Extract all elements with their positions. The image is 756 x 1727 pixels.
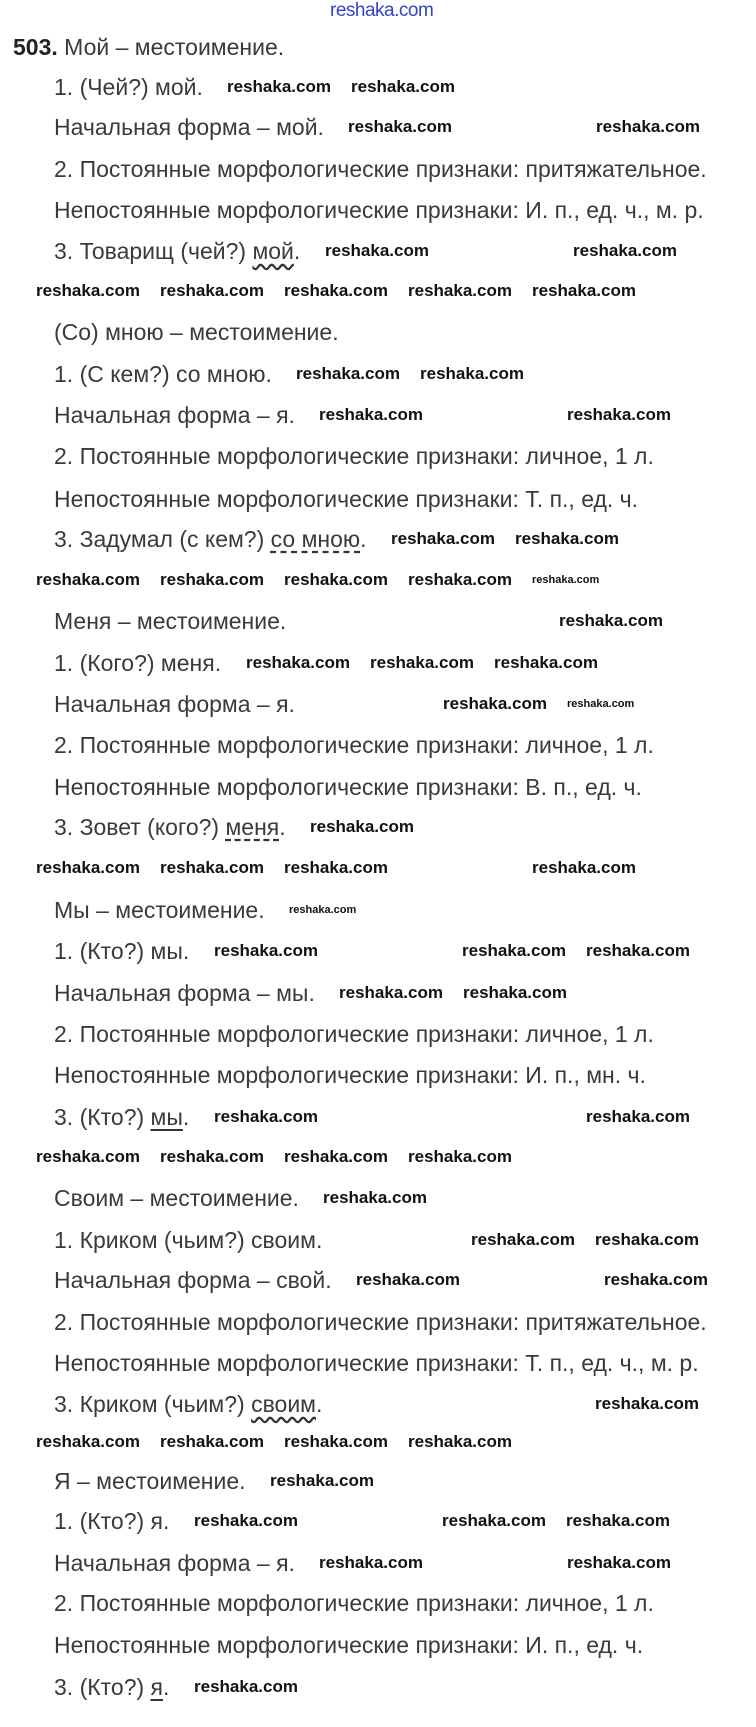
watermark-text: reshaka.com xyxy=(532,858,636,877)
initial-form-line xyxy=(54,1549,295,1577)
underlined-word: мой xyxy=(252,238,294,264)
nonconstant-features-text: Непостоянные морфологические признаки: И. п., мн. ч. xyxy=(54,1062,646,1088)
question-line xyxy=(54,937,189,965)
watermark-text: reshaka.com xyxy=(408,1432,512,1451)
watermark-text: reshaka.com xyxy=(462,941,566,960)
nonconstant-features-text: Непостоянные морфологические признаки: В. п., ед. ч. xyxy=(54,774,642,800)
watermark-text: reshaka.com xyxy=(319,405,423,424)
example-prefix: 3. Зовет (кого?) xyxy=(54,814,226,840)
example-line xyxy=(54,237,300,265)
watermark-text: reshaka.com xyxy=(443,694,547,713)
example-suffix: . xyxy=(360,526,367,552)
example-prefix: 3. (Кто?) xyxy=(54,1104,151,1130)
watermark-text: reshaka.com xyxy=(442,1511,546,1530)
watermark-text: reshaka.com xyxy=(567,698,635,710)
constant-features-text: 2. Постоянные морфологические признаки: личное, 1 л. xyxy=(54,1021,654,1047)
example-line xyxy=(54,813,286,841)
watermark-text: reshaka.com xyxy=(36,1147,140,1166)
watermark-text: reshaka.com xyxy=(604,1270,708,1289)
example-suffix: . xyxy=(293,238,301,264)
initial-form-line xyxy=(54,979,315,1007)
watermark-text: reshaka.com xyxy=(463,983,567,1002)
watermark-text: reshaka.com xyxy=(319,1553,423,1572)
nonconstant-features-line xyxy=(54,773,642,801)
block-title xyxy=(54,1467,246,1495)
watermark-text: reshaka.com xyxy=(36,570,140,589)
example-suffix: . xyxy=(279,814,286,840)
watermark-text: reshaka.com xyxy=(284,570,388,589)
initial-form-line xyxy=(54,690,295,718)
block-title-text: (Со) мною – местоимение. xyxy=(54,319,339,345)
watermark-text: reshaka.com xyxy=(339,983,443,1002)
watermark-text: reshaka.com xyxy=(214,941,318,960)
nonconstant-features-text: Непостоянные морфологические признаки: И. п., ед. ч. xyxy=(54,1632,644,1658)
block-title-text: Мой – местоимение. xyxy=(64,34,285,60)
underlined-word: меня xyxy=(225,814,280,840)
example-line xyxy=(54,1390,322,1418)
watermark-text: reshaka.com xyxy=(284,281,388,300)
block-title xyxy=(54,896,265,924)
watermark-text: reshaka.com xyxy=(348,117,452,136)
example-prefix: 3. (Кто?) xyxy=(54,1674,151,1700)
watermark-text: reshaka.com xyxy=(194,1511,298,1530)
watermark-text: reshaka.com xyxy=(214,1107,318,1126)
constant-features-line xyxy=(54,155,707,183)
watermark-text: reshaka.com xyxy=(160,1432,264,1451)
example-suffix: . xyxy=(163,1674,170,1700)
initial-form-text: Начальная форма – мы. xyxy=(54,980,315,1006)
block-title xyxy=(54,1184,299,1212)
block-title xyxy=(54,607,286,635)
watermark-text: reshaka.com xyxy=(270,1471,374,1490)
watermark-text: reshaka.com xyxy=(194,1677,298,1696)
constant-features-line xyxy=(54,1589,654,1617)
block-title-text: Мы – местоимение. xyxy=(54,897,265,923)
watermark-text: reshaka.com xyxy=(284,1432,388,1451)
watermark-text: reshaka.com xyxy=(573,241,677,260)
nonconstant-features-line xyxy=(54,1061,646,1089)
example-prefix: 3. Товарищ (чей?) xyxy=(54,238,253,264)
watermark-text: reshaka.com xyxy=(391,529,495,548)
watermark-text: reshaka.com xyxy=(160,858,264,877)
watermark-text: reshaka.com xyxy=(515,529,619,548)
watermark-text: reshaka.com xyxy=(289,904,357,916)
initial-form-text: Начальная форма – свой. xyxy=(54,1267,332,1293)
initial-form-line xyxy=(54,1266,332,1294)
underlined-word: со мною xyxy=(270,526,361,552)
watermark-text: reshaka.com xyxy=(420,364,524,383)
watermark-text: reshaka.com xyxy=(296,364,400,383)
watermark-text: reshaka.com xyxy=(595,1394,699,1413)
watermark-text: reshaka.com xyxy=(532,574,600,586)
watermark-text: reshaka.com xyxy=(566,1511,670,1530)
watermark-text: reshaka.com xyxy=(356,1270,460,1289)
initial-form-text: Начальная форма – мой. xyxy=(54,114,324,140)
example-prefix: 3. Криком (чьим?) xyxy=(54,1391,252,1417)
example-line xyxy=(54,1673,169,1701)
watermark-text: reshaka.com xyxy=(408,281,512,300)
underlined-word: я xyxy=(150,1674,164,1700)
nonconstant-features-text: Непостоянные морфологические признаки: И. п., ед. ч., м. р. xyxy=(54,197,704,223)
watermark-text: reshaka.com xyxy=(408,570,512,589)
question-line xyxy=(54,649,221,677)
constant-features-line xyxy=(54,731,654,759)
watermark-text: reshaka.com xyxy=(36,281,140,300)
nonconstant-features-line xyxy=(54,196,704,224)
question-line xyxy=(54,73,203,101)
example-suffix: . xyxy=(182,1104,190,1130)
constant-features-line xyxy=(54,442,654,470)
watermark-text: reshaka.com xyxy=(351,77,455,96)
watermark-text: reshaka.com xyxy=(160,570,264,589)
nonconstant-features-line xyxy=(54,1349,699,1377)
initial-form-text: Начальная форма – я. xyxy=(54,691,295,717)
constant-features-text: 2. Постоянные морфологические признаки: личное, 1 л. xyxy=(54,443,654,469)
watermark-text: reshaka.com xyxy=(246,653,350,672)
constant-features-line xyxy=(54,1308,707,1336)
underlined-word: мы xyxy=(150,1104,183,1130)
question-text: 1. (Кого?) меня. xyxy=(54,650,222,676)
watermark-text: reshaka.com xyxy=(284,858,388,877)
example-line xyxy=(54,525,367,553)
watermark-text: reshaka.com xyxy=(595,1230,699,1249)
constant-features-line xyxy=(54,1020,654,1048)
example-prefix: 3. Задумал (с кем?) xyxy=(54,526,271,552)
underlined-word: своим xyxy=(251,1391,316,1417)
watermark-text: reshaka.com xyxy=(532,281,636,300)
question-line xyxy=(54,1507,169,1535)
watermark-text: reshaka.com xyxy=(471,1230,575,1249)
constant-features-text: 2. Постоянные морфологические признаки: личное, 1 л. xyxy=(54,1590,654,1616)
block-title-text: Я – местоимение. xyxy=(54,1468,246,1494)
question-text: 1. (Чей?) мой. xyxy=(54,74,203,100)
block-title-text: Своим – местоимение. xyxy=(54,1185,299,1211)
watermark-text: reshaka.com xyxy=(36,1432,140,1451)
initial-form-line xyxy=(54,401,295,429)
nonconstant-features-line xyxy=(54,485,638,513)
watermark-text: reshaka.com xyxy=(586,1107,690,1126)
constant-features-text: 2. Постоянные морфологические признаки: притяжательное. xyxy=(54,156,707,182)
header-watermark[interactable]: reshaka.com xyxy=(330,0,434,21)
question-text: 1. (Кто?) я. xyxy=(54,1508,170,1534)
watermark-text: reshaka.com xyxy=(36,858,140,877)
example-suffix: . xyxy=(315,1391,323,1417)
watermark-text: reshaka.com xyxy=(494,653,598,672)
watermark-text: reshaka.com xyxy=(160,1147,264,1166)
watermark-text: reshaka.com xyxy=(567,405,671,424)
watermark-text: reshaka.com xyxy=(586,941,690,960)
question-text: 1. (С кем?) со мною. xyxy=(54,361,272,387)
constant-features-text: 2. Постоянные морфологические признаки: притяжательное. xyxy=(54,1309,707,1335)
question-line xyxy=(54,360,272,388)
watermark-text: reshaka.com xyxy=(559,611,663,630)
question-line xyxy=(54,1226,322,1254)
watermark-text: reshaka.com xyxy=(227,77,331,96)
watermark-text: reshaka.com xyxy=(596,117,700,136)
block-title xyxy=(54,318,339,346)
initial-form-text: Начальная форма – я. xyxy=(54,402,295,428)
nonconstant-features-text: Непостоянные морфологические признаки: Т. п., ед. ч., м. р. xyxy=(54,1350,699,1376)
watermark-text: reshaka.com xyxy=(567,1553,671,1572)
watermark-text: reshaka.com xyxy=(325,241,429,260)
initial-form-line xyxy=(54,113,324,141)
watermark-text: reshaka.com xyxy=(323,1188,427,1207)
example-line xyxy=(54,1103,189,1131)
question-text: 1. Криком (чьим?) своим. xyxy=(54,1227,323,1253)
block-title-text: Меня – местоимение. xyxy=(54,608,287,634)
initial-form-text: Начальная форма – я. xyxy=(54,1550,295,1576)
nonconstant-features-text: Непостоянные морфологические признаки: Т. п., ед. ч. xyxy=(54,486,639,512)
constant-features-text: 2. Постоянные морфологические признаки: личное, 1 л. xyxy=(54,732,654,758)
watermark-text: reshaka.com xyxy=(284,1147,388,1166)
watermark-text: reshaka.com xyxy=(370,653,474,672)
nonconstant-features-line xyxy=(54,1631,643,1659)
watermark-text: reshaka.com xyxy=(310,817,414,836)
block-title xyxy=(13,33,284,61)
watermark-text: reshaka.com xyxy=(160,281,264,300)
exercise-number: 503. xyxy=(13,34,58,60)
question-text: 1. (Кто?) мы. xyxy=(54,938,190,964)
watermark-text: reshaka.com xyxy=(408,1147,512,1166)
